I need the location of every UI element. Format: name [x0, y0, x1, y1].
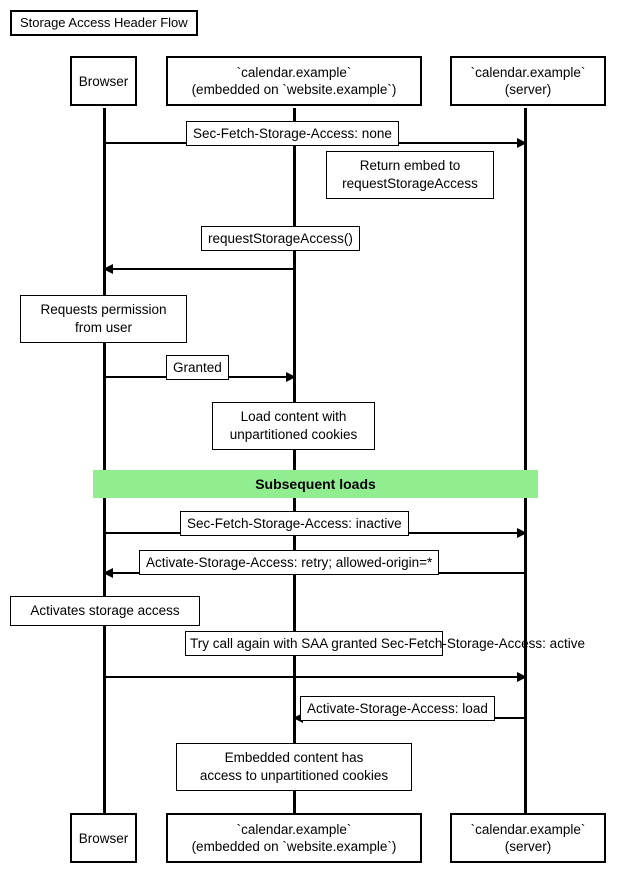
arrowhead-right-icon	[517, 528, 527, 538]
message-label-try-call-again	[185, 631, 585, 656]
arrowhead-right-icon	[517, 672, 527, 682]
note-requests-permission-line2: from user	[74, 320, 132, 335]
participant-server-bottom[interactable]	[450, 813, 606, 863]
participant-embed-label-line2: (embedded on `website.example`)	[191, 82, 397, 97]
arrowhead-right-icon	[286, 372, 296, 382]
message-label-sec-fetch-storage-access-none: Sec-Fetch-Storage-Access: none	[186, 121, 399, 146]
participant-browser-label: Browser	[78, 73, 129, 89]
participant-server-label-bottom-line2: (server)	[504, 839, 552, 854]
participant-server-label-bottom-line1: `calendar.example`	[470, 822, 586, 837]
note-load-content-line1: Load content with	[240, 409, 347, 424]
message-arrow-request-storage-access	[104, 268, 295, 270]
note-requests-permission	[20, 295, 187, 343]
note-embedded-content-access-line1: Embedded content has	[224, 750, 364, 765]
note-requests-permission-line1: Requests permission	[40, 302, 167, 317]
participant-embed-bottom[interactable]	[166, 813, 422, 863]
message-label-try-call-again-line2: Sec-Fetch-Storage-Access: active	[380, 636, 585, 651]
note-return-embed-line1: Return embed to	[359, 158, 461, 173]
participant-server-label-line2: (server)	[504, 82, 552, 97]
participant-browser-bottom[interactable]	[70, 813, 137, 863]
arrowhead-left-icon	[103, 568, 113, 578]
message-label-granted: Granted	[166, 355, 229, 380]
note-load-content	[212, 402, 375, 450]
participant-embed-label-line1: `calendar.example`	[236, 65, 352, 80]
participant-server-label-line1: `calendar.example`	[470, 65, 586, 80]
participant-embed-top[interactable]	[166, 56, 422, 106]
message-label-sec-fetch-storage-access-inactive: Sec-Fetch-Storage-Access: inactive	[180, 511, 409, 536]
note-activates-storage-access-line1: Activates storage access	[30, 603, 180, 618]
note-embedded-content-access-line2: access to unpartitioned cookies	[199, 768, 389, 783]
lifeline-browser	[103, 108, 106, 813]
participant-browser-label-bottom: Browser	[78, 830, 129, 846]
participant-embed-label-bottom-line1: `calendar.example`	[236, 822, 352, 837]
note-return-embed	[326, 151, 494, 199]
participant-browser-top[interactable]	[70, 56, 137, 106]
lifeline-embed	[293, 108, 296, 813]
participant-embed-label-bottom-line2: (embedded on `website.example`)	[191, 839, 397, 854]
arrowhead-right-icon	[517, 138, 527, 148]
note-activates-storage-access	[10, 596, 200, 626]
note-embedded-content-access	[176, 743, 412, 791]
message-label-try-call-again-line1: Try call again with SAA granted	[190, 636, 378, 651]
participant-server-top[interactable]	[450, 56, 606, 106]
diagram-title: Storage Access Header Flow	[10, 10, 198, 36]
message-label-request-storage-access: requestStorageAccess()	[201, 226, 360, 251]
arrowhead-left-icon	[103, 264, 113, 274]
message-label-activate-storage-access-retry: Activate-Storage-Access: retry; allowed-origin=*	[139, 550, 439, 575]
message-label-activate-storage-access-load: Activate-Storage-Access: load	[300, 696, 495, 721]
message-arrow-try-call-again	[104, 676, 526, 678]
lifeline-server	[524, 108, 527, 813]
note-return-embed-line2: requestStorageAccess	[342, 176, 478, 191]
note-load-content-line2: unpartitioned cookies	[229, 427, 358, 442]
section-subsequent-loads: Subsequent loads	[93, 470, 538, 498]
